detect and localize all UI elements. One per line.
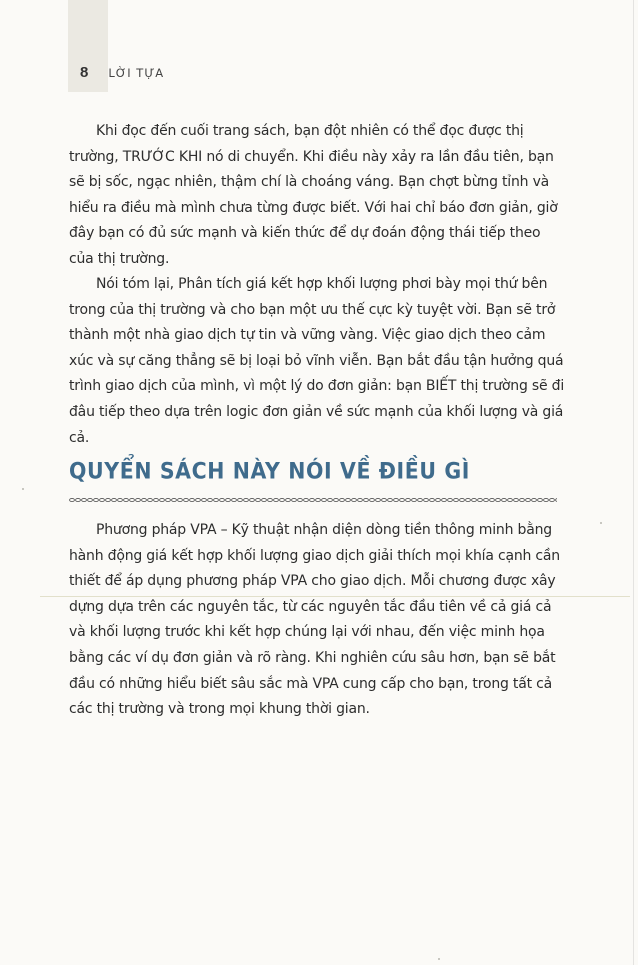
running-header — [80, 64, 164, 81]
body-paragraph-2 — [69, 272, 565, 451]
paragraph-text: Nói tóm lại, Phân tích giá kết hợp khối lượng phơi bày mọi thứ bên trong của thị trường và cho bạn một ưu thế cực kỳ tuyệt vời. Bạn sẽ trở thành một nhà giao dịch tự tin và vững vàng. Việc giao dịch theo cảm xúc và sự căng thẳng sẽ bị loại bỏ vĩnh viễn. Bạn bắt đầu tận hưởng quá trình giao dịch của mình, vì một lý do đơn giản: bạn BIẾT thị trường sẽ đi đâu tiếp theo dựa trên logic đơn giản về sức mạnh của khối lượng và giá cả. — [69, 276, 565, 446]
scan-artifact-line — [40, 596, 630, 597]
body-paragraph-1 — [69, 119, 565, 273]
scan-speck — [22, 488, 24, 490]
page-edge — [633, 0, 634, 965]
scan-speck — [600, 522, 602, 524]
section-heading: QUYỂN SÁCH NÀY NÓI VỀ ĐIỀU GÌ — [69, 458, 471, 484]
paragraph-text: Phương pháp VPA – Kỹ thuật nhận diện dòng tiền thông minh bằng hành động giá kết hợp khối lượng giao dịch giải thích mọi khía cạnh cần thiết để áp dụng phương pháp VPA cho giao dịch. Mỗi chương được xây dựng dựa trên các nguyên tắc, từ các nguyên tắc đầu tiên về cả giá cả và khối lượng trước khi kết hợp chúng lại với nhau, đến việc minh họa bằng các ví dụ đơn giản và rõ ràng. Khi nghiên cứu sâu hơn, bạn sẽ bắt đầu có những hiểu biết sâu sắc mà VPA cung cấp cho bạn, trong tất cả các thị trường và trong mọi khung thời gian. — [69, 522, 560, 718]
scan-speck — [438, 958, 440, 960]
decorative-rule — [69, 497, 557, 503]
chapter-title: LỜI TỰA — [108, 66, 165, 80]
body-paragraph-3 — [69, 518, 565, 723]
page-number: 8 — [80, 64, 89, 81]
paragraph-text: Khi đọc đến cuối trang sách, bạn đột nhiên có thể đọc được thị trường, TRƯỚC KHI nó di chuyển. Khi điều này xảy ra lần đầu tiên, bạn sẽ bị sốc, ngạc nhiên, thậm chí là choáng váng. Bạn chợt bừng tỉnh và hiểu ra điều mà mình chưa từng được biết. Với hai chỉ báo đơn giản, giờ đây bạn có đủ sức mạnh và kiến thức để dự đoán động thái tiếp theo của thị trường. — [69, 123, 558, 267]
